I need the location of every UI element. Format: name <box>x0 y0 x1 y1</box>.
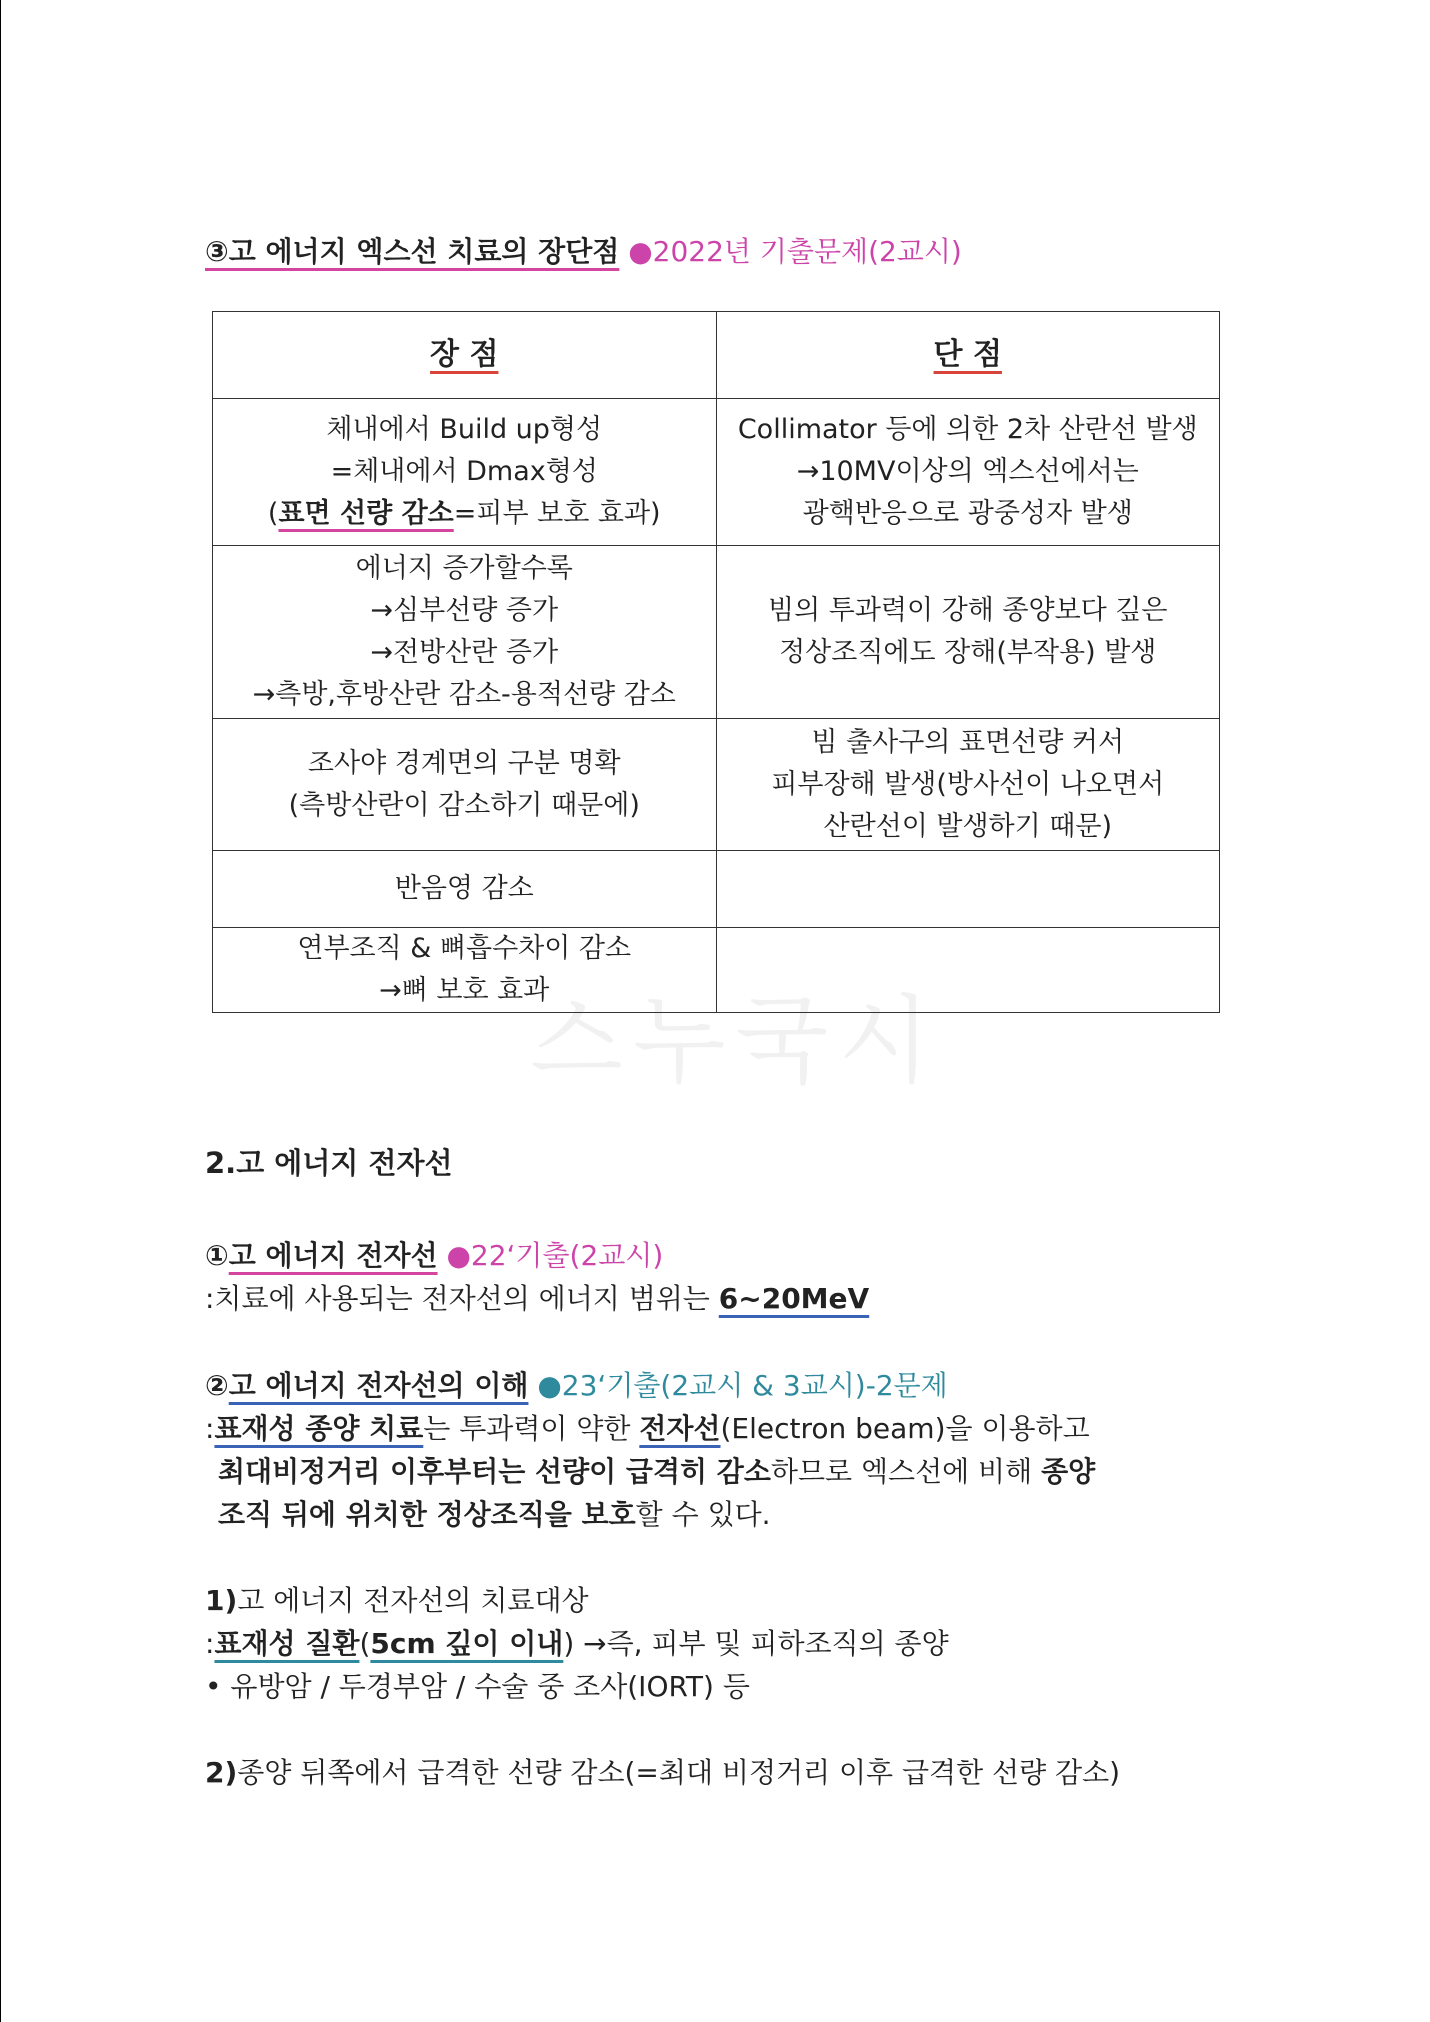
item1-description: :치료에 사용되는 전자선의 에너지 범위는 6~20MeV <box>205 1282 870 1315</box>
item2-line1: :표재성 종양 치료는 투과력이 약한 전자선(Electron beam)을 이용하고 <box>205 1412 1090 1445</box>
section3-title: ③고 에너지 엑스선 치료의 장단점 <box>205 235 620 268</box>
pro-cell: 체내에서 Build up형성 =체내에서 Dmax형성 (표면 선량 감소=피부 보호 효과) <box>213 399 717 546</box>
con-cell: 빔 출사구의 표면선량 커서 피부장해 발생(방사선이 나오면서 산란선이 발생하기 때문) <box>716 719 1220 851</box>
energy-range: 6~20MeV <box>718 1282 870 1315</box>
header-pros: 장 점 <box>213 312 717 399</box>
sub1-line1: :표재성 질환(5cm 깊이 이내) →즉, 피부 및 피하조직의 종양 <box>205 1627 949 1660</box>
table-row <box>213 851 1220 928</box>
table-row <box>213 399 1220 546</box>
watermark: 스누국시 <box>530 985 941 1097</box>
emphasis-text: 표면 선량 감소 <box>278 498 454 529</box>
sub2-line: 2)종양 뒤쪽에서 급격한 선량 감소(=최대 비정거리 이후 급격한 선량 감소) <box>205 1756 1121 1789</box>
pros-cons-table <box>212 311 1220 1013</box>
table-header-row <box>213 312 1220 399</box>
header-cons: 단 점 <box>716 312 1220 399</box>
exam-badge: ●22‘기출(2교시) <box>446 1239 664 1272</box>
item2-title: 고 에너지 전자선의 이해 <box>228 1369 529 1402</box>
item1-heading: ①고 에너지 전자선 ●22‘기출(2교시) <box>205 1239 664 1272</box>
item2-line3: 조직 뒤에 위치한 정상조직을 보호할 수 있다. <box>218 1498 771 1531</box>
item2-line2: 최대비정거리 이후부터는 선량이 급격히 감소하므로 엑스선에 비해 종양 <box>218 1455 1096 1488</box>
item1-title: 고 에너지 전자선 <box>228 1239 438 1272</box>
table-row <box>213 928 1220 1013</box>
pro-cell: 반음영 감소 <box>213 851 717 928</box>
con-cell: 빔의 투과력이 강해 종양보다 깊은 정상조직에도 장해(부작용) 발생 <box>716 546 1220 719</box>
pro-cell: 연부조직 & 뼈흡수차이 감소 →뼈 보호 효과 <box>213 928 717 1013</box>
con-cell-empty <box>716 851 1220 928</box>
sub1-line2: • 유방암 / 두경부암 / 수술 중 조사(IORT) 등 <box>205 1670 750 1703</box>
pro-cell: 조사야 경계면의 구분 명확 (측방산란이 감소하기 때문에) <box>213 719 717 851</box>
con-cell-empty <box>716 928 1220 1013</box>
section3-heading <box>205 232 962 272</box>
exam-badge: ●23‘기출(2교시 & 3교시)-2문제 <box>537 1369 948 1402</box>
table-row <box>213 546 1220 719</box>
item2-heading: ②고 에너지 전자선의 이해 ●23‘기출(2교시 & 3교시)-2문제 <box>205 1369 948 1402</box>
exam-badge: ●2022년 기출문제(2교시) <box>628 235 962 268</box>
table-row <box>213 719 1220 851</box>
con-cell: Collimator 등에 의한 2차 산란선 발생 →10MV이상의 엑스선에서는 광핵반응으로 광중성자 발생 <box>716 399 1220 546</box>
sub1-heading: 1)고 에너지 전자선의 치료대상 <box>205 1584 589 1617</box>
pro-cell: 에너지 증가할수록 →심부선량 증가 →전방산란 증가 →측방,후방산란 감소-용적선량 감소 <box>213 546 717 719</box>
section-heading: 2.고 에너지 전자선 <box>205 1146 453 1180</box>
page-border <box>0 0 1 2022</box>
